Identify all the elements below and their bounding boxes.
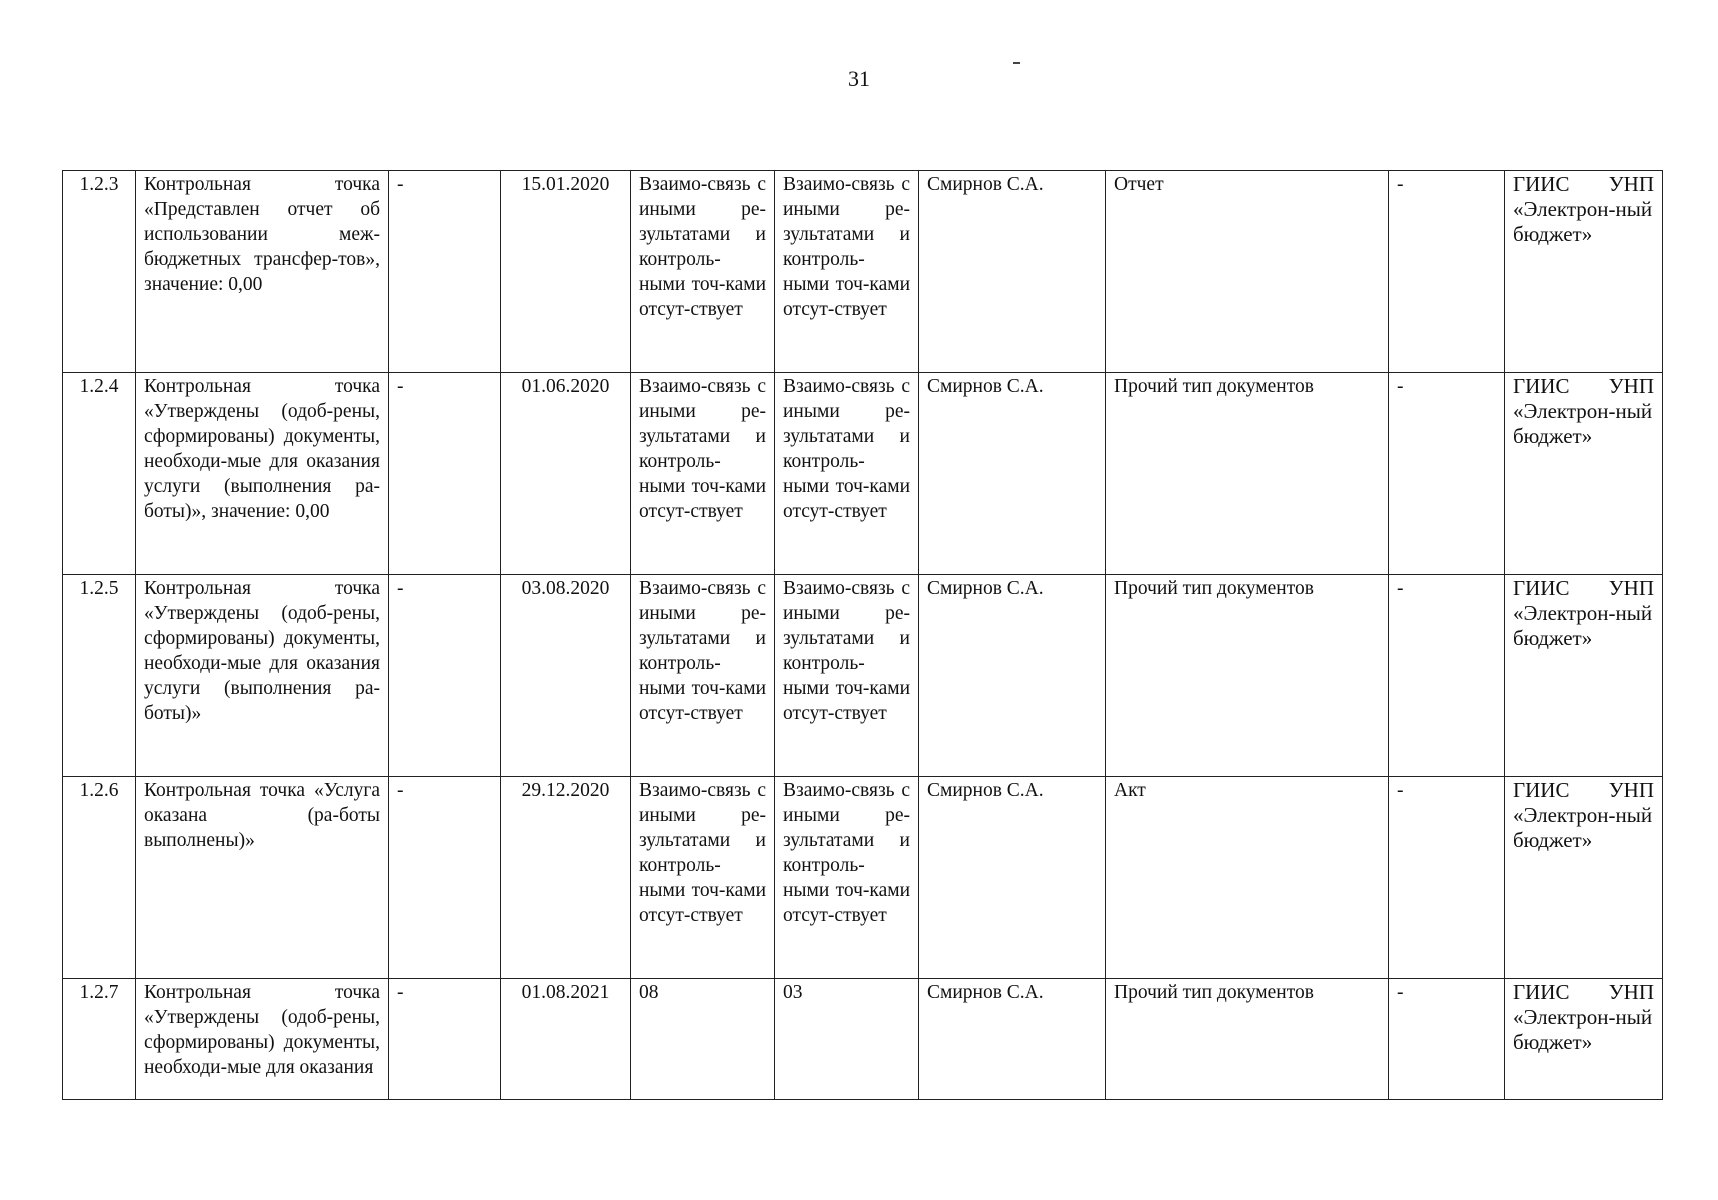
row-number: 1.2.3 <box>63 171 136 373</box>
empty-value: - <box>389 373 501 575</box>
empty-value: - <box>1389 777 1505 979</box>
control-point-name: Контрольная точка «Услуга оказана (ра-боты выполнены)» <box>136 777 389 979</box>
table-row <box>63 171 1663 373</box>
empty-value: - <box>389 979 501 1100</box>
due-date: 01.06.2020 <box>501 373 631 575</box>
row-number: 1.2.4 <box>63 373 136 575</box>
row-number: 1.2.7 <box>63 979 136 1100</box>
predecessor-link: 08 <box>631 979 775 1100</box>
empty-value: - <box>1389 373 1505 575</box>
control-point-name: Контрольная точка «Утверждены (одоб-рены, сформированы) документы, необходи-мые для оказания услуги (выполнения ра-боты)» <box>136 575 389 777</box>
control-point-name: Контрольная точка «Утверждены (одоб-рены, сформированы) документы, необходи-мые для оказания услуги (выполнения ра-боты)», значение: 0,00 <box>136 373 389 575</box>
page-number: 31 <box>848 66 870 91</box>
control-points-table <box>62 170 1663 1100</box>
document-type: Отчет <box>1106 171 1389 373</box>
information-system: ГИИС УНП «Электрон-ный бюджет» <box>1505 979 1663 1100</box>
row-number: 1.2.6 <box>63 777 136 979</box>
table-row <box>63 979 1663 1100</box>
empty-value: - <box>1389 171 1505 373</box>
responsible-person: Смирнов С.А. <box>919 777 1106 979</box>
document-type: Прочий тип документов <box>1106 373 1389 575</box>
information-system: ГИИС УНП «Электрон-ный бюджет» <box>1505 373 1663 575</box>
control-point-name: Контрольная точка «Утверждены (одоб-рены, сформированы) документы, необходи-мые для оказания <box>136 979 389 1100</box>
responsible-person: Смирнов С.А. <box>919 575 1106 777</box>
document-type: Прочий тип документов <box>1106 575 1389 777</box>
empty-value: - <box>1389 575 1505 777</box>
scan-speck <box>1013 62 1020 64</box>
successor-link: Взаимо-связь с иными ре-зультатами и контроль-ными точ-ками отсут-ствует <box>775 777 919 979</box>
successor-link: Взаимо-связь с иными ре-зультатами и контроль-ными точ-ками отсут-ствует <box>775 171 919 373</box>
table-row <box>63 777 1663 979</box>
due-date: 29.12.2020 <box>501 777 631 979</box>
predecessor-link: Взаимо-связь с иными ре-зультатами и контроль-ными точ-ками отсут-ствует <box>631 575 775 777</box>
due-date: 01.08.2021 <box>501 979 631 1100</box>
row-number: 1.2.5 <box>63 575 136 777</box>
control-point-name: Контрольная точка «Представлен отчет об использовании меж-бюджетных трансфер-тов», значение: 0,00 <box>136 171 389 373</box>
responsible-person: Смирнов С.А. <box>919 979 1106 1100</box>
predecessor-link: Взаимо-связь с иными ре-зультатами и контроль-ными точ-ками отсут-ствует <box>631 777 775 979</box>
empty-value: - <box>389 171 501 373</box>
document-type: Акт <box>1106 777 1389 979</box>
responsible-person: Смирнов С.А. <box>919 373 1106 575</box>
predecessor-link: Взаимо-связь с иными ре-зультатами и контроль-ными точ-ками отсут-ствует <box>631 373 775 575</box>
due-date: 03.08.2020 <box>501 575 631 777</box>
information-system: ГИИС УНП «Электрон-ный бюджет» <box>1505 171 1663 373</box>
predecessor-link: Взаимо-связь с иными ре-зультатами и контроль-ными точ-ками отсут-ствует <box>631 171 775 373</box>
table-row <box>63 575 1663 777</box>
successor-link: 03 <box>775 979 919 1100</box>
table-row <box>63 373 1663 575</box>
empty-value: - <box>389 777 501 979</box>
document-type: Прочий тип документов <box>1106 979 1389 1100</box>
successor-link: Взаимо-связь с иными ре-зультатами и контроль-ными точ-ками отсут-ствует <box>775 575 919 777</box>
empty-value: - <box>389 575 501 777</box>
due-date: 15.01.2020 <box>501 171 631 373</box>
responsible-person: Смирнов С.А. <box>919 171 1106 373</box>
information-system: ГИИС УНП «Электрон-ный бюджет» <box>1505 575 1663 777</box>
empty-value: - <box>1389 979 1505 1100</box>
information-system: ГИИС УНП «Электрон-ный бюджет» <box>1505 777 1663 979</box>
successor-link: Взаимо-связь с иными ре-зультатами и контроль-ными точ-ками отсут-ствует <box>775 373 919 575</box>
